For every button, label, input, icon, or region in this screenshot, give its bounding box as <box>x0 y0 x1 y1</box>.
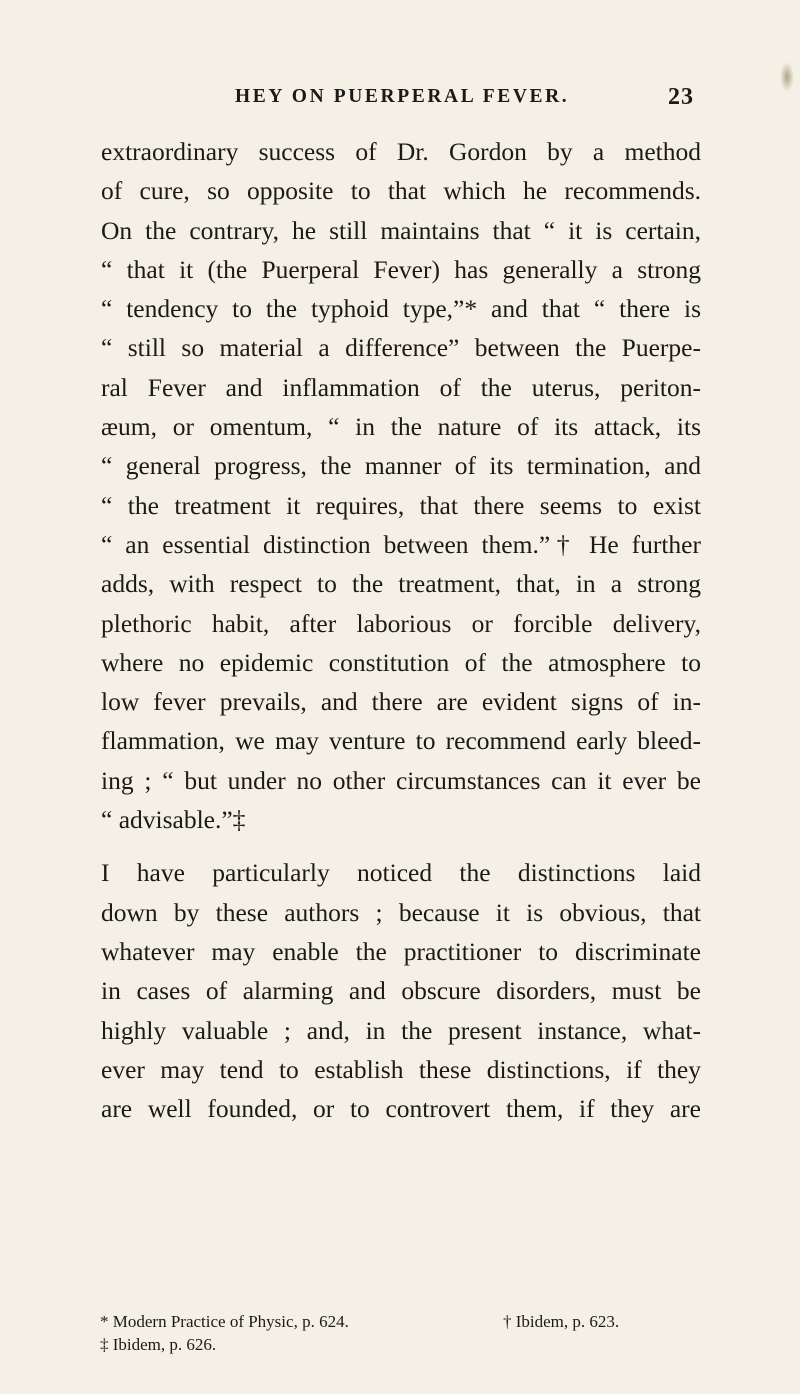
text-line: down by these authors ; because it is obvious, that <box>101 897 701 927</box>
text-line: plethoric habit, after laborious or forcible delivery, <box>101 608 701 638</box>
text-line: where no epidemic constitution of the atmosphere to <box>101 647 701 677</box>
footnote-ibidem-626: ‡ Ibidem, p. 626. <box>100 1335 217 1354</box>
text-line: “ advisable.”‡ <box>101 805 246 835</box>
body-text <box>101 132 701 1128</box>
text-line: “ still so material a difference” between the Puerpe- <box>101 333 701 363</box>
footnotes <box>100 1311 720 1357</box>
text-line: æum, or omentum, “ in the nature of its attack, its <box>101 412 701 442</box>
footnote-row <box>100 1334 720 1357</box>
text-line: in cases of alarming and obscure disorders, must be <box>101 976 701 1006</box>
text-line: flammation, we may venture to recommend early bleed- <box>101 726 701 756</box>
text-line: are well founded, or to controvert them, if they are <box>101 1094 701 1124</box>
running-head <box>0 78 800 112</box>
text-line: ral Fever and inflammation of the uterus, periton- <box>101 372 701 402</box>
text-line: “ that it (the Puerperal Fever) has generally a strong <box>101 254 701 284</box>
text-line: highly valuable ; and, in the present instance, what- <box>101 1015 701 1045</box>
footnote-row <box>100 1311 720 1334</box>
text-line: low fever prevails, and there are evident signs of in- <box>101 687 701 717</box>
text-line: of cure, so opposite to that which he recommends. <box>101 176 701 206</box>
text-line: extraordinary success of Dr. Gordon by a method <box>101 137 701 166</box>
text-line: ing ; “ but under no other circumstances can it ever be <box>101 765 701 795</box>
running-head-title: HEY ON PUERPERAL FEVER. <box>235 86 570 107</box>
text-line: adds, with respect to the treatment, that, in a strong <box>101 569 701 599</box>
text-line: whatever may enable the practitioner to discriminate <box>101 936 701 966</box>
footnote-modern-practice: * Modern Practice of Physic, p. 624. <box>100 1312 349 1331</box>
text-line: I have particularly noticed the distinctions laid <box>101 858 701 888</box>
text-line: “ the treatment it requires, that there seems to exist <box>101 490 701 520</box>
text-line: ever may tend to establish these distinctions, if they <box>101 1054 701 1084</box>
footnote-ibidem-623: † Ibidem, p. 623. <box>503 1312 620 1331</box>
text-line: On the contrary, he still maintains that “ it is certain, <box>101 215 701 245</box>
text-line: “ tendency to the typhoid type,”* and that “ there is <box>101 294 701 324</box>
page-number: 23 <box>668 84 694 110</box>
paragraph-gap <box>101 839 701 853</box>
text-line: “ general progress, the manner of its termination, and <box>101 451 701 481</box>
text-line: “ an essential distinction between them.”† He further <box>101 529 701 559</box>
